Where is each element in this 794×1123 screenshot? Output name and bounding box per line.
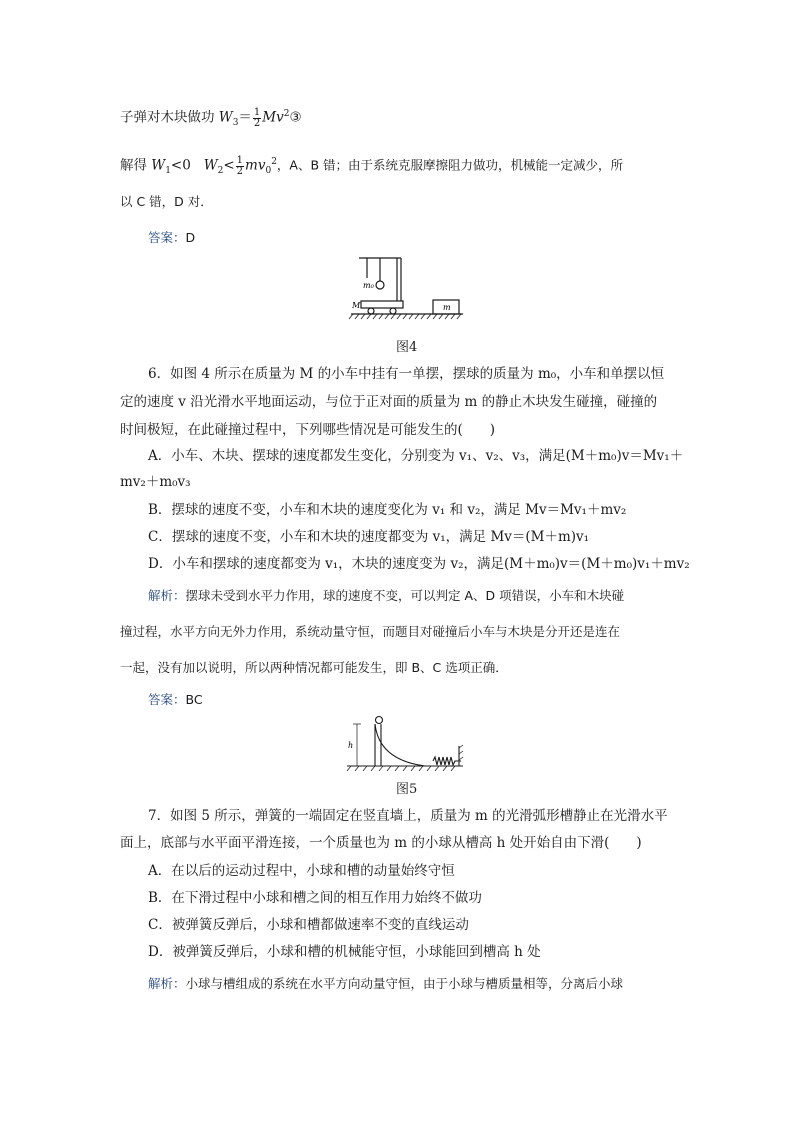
- q6-exp-text-1: 摆球未受到水平力作用，球的速度不变，可以判定 A、D 项错误，小车和木块碰: [185, 588, 625, 603]
- q6-exp-label: 解析：: [148, 588, 186, 603]
- frac-num-2: 1: [236, 154, 244, 166]
- label-h: h: [348, 741, 354, 750]
- fraction-half: [253, 108, 261, 129]
- w2-sub: 2: [217, 166, 224, 177]
- q7-option-d: D．被弹簧反弹后，小球和槽的机械能守恒，小球能回到槽高 h 处: [148, 944, 541, 960]
- w-symbol: W: [218, 109, 233, 126]
- figure-4-caption: 图4: [396, 340, 418, 355]
- equals: ＝: [238, 109, 252, 126]
- q7-exp-text-1: 小球与槽组成的系统在水平方向动量守恒，由于小球与槽质量相等，分离后小球: [185, 976, 624, 991]
- figure-5-slide-spring: [345, 712, 465, 772]
- q7-option-b: B．在下滑过程中小球和槽之间的相互作用力始终不做功: [148, 890, 482, 906]
- work-equation-line: [120, 104, 302, 133]
- mv-term: Mv: [262, 109, 284, 126]
- mv0-term: mv: [245, 157, 266, 174]
- q6-explanation-1: [148, 586, 624, 606]
- circled-3: ③: [289, 109, 302, 126]
- q7-stem-1: 7．如图 5 所示，弹簧的一端固定在竖直墙上，质量为 m 的光滑弧形槽静止在光滑水平: [148, 808, 668, 824]
- w1-sub: 1: [165, 166, 171, 177]
- square-sup: 2: [283, 109, 290, 119]
- figure-4-cart-pendulum: [345, 250, 465, 328]
- q7-option-c: C．被弹簧反弹后，小球和槽都做速率不变的直线运动: [148, 917, 469, 933]
- q7-exp-label: 解析：: [148, 976, 186, 991]
- frac-num: 1: [253, 106, 261, 118]
- frac-den-2: 2: [236, 165, 244, 177]
- mv0-sup: 2: [271, 157, 277, 167]
- q6-option-b: B．摆球的速度不变，小车和木块的速度变化为 v₁ 和 v₂，满足 Mv＝Mv₁＋mv₂: [148, 502, 627, 518]
- q6-stem-3: 时间极短，在此碰撞过程中，下列哪些情况是可能发生的( ): [120, 422, 496, 438]
- q6-stem-2: 定的速度 v 沿光滑水平地面运动，与位于正对面的质量为 m 的静止木块发生碰撞，碰撞的: [120, 394, 658, 410]
- q6-stem-1: 6．如图 4 所示在质量为 M 的小车中挂有一单摆，摆球的质量为 m₀，小车和单摆以恒: [148, 366, 665, 382]
- lt-sign: <: [223, 157, 235, 174]
- solve-line: [120, 152, 623, 181]
- q6-explanation-2: 撞过程，水平方向无外力作用，系统动量守恒，而题目对碰撞后小车与木块是分开还是连在: [120, 624, 621, 639]
- q6-option-a-2: mv₂＋m₀v₃: [120, 474, 191, 490]
- q7-option-a: A．在以后的运动过程中，小球和槽的动量始终守恒: [148, 863, 455, 879]
- q6-answer: [148, 690, 203, 710]
- answer-label: 答案：: [148, 230, 186, 245]
- lt-zero: <0: [170, 157, 191, 174]
- label-m: m: [443, 303, 451, 312]
- solve-line-2: 以 C 错，D 对．: [120, 194, 213, 209]
- q7-explanation-1: [148, 974, 623, 994]
- w-subscript: 3: [232, 118, 239, 129]
- w1-symbol: W: [151, 157, 166, 174]
- work-text: 子弹对木块做功: [120, 109, 219, 126]
- q6-option-a-1: A．小车、木块、摆球的速度都发生变化，分别变为 v₁、v₂、v₃，满足(M＋m₀)v＝Mv₁＋: [148, 448, 684, 464]
- figure-5-caption: 图5: [396, 782, 418, 797]
- q6-option-d: D．小车和摆球的速度都变为 v₁，木块的速度变为 v₂，满足(M＋m₀)v＝(M＋m₀)v₁＋mv₂: [148, 556, 690, 572]
- w2-symbol: W: [203, 157, 218, 174]
- label-M: M: [352, 301, 361, 310]
- solve-text: 解得: [120, 157, 152, 174]
- mv0-sub: 0: [265, 166, 272, 177]
- answer-d: [148, 228, 195, 248]
- fraction-half-2: [236, 156, 244, 177]
- q6-option-c: C．摆球的速度不变，小车和木块的速度都变为 v₁，满足 Mv＝(M＋m)v₁: [148, 529, 590, 545]
- answer-value: D: [185, 230, 196, 245]
- solve-tail: ，A、B 错；由于系统克服摩擦阻力做功，机械能一定减少，所: [276, 157, 624, 173]
- q6-answer-value: BC: [185, 692, 203, 707]
- frac-den: 2: [253, 117, 261, 129]
- q6-explanation-3: 一起，没有加以说明，所以两种情况都可能发生，即 B、C 选项正确．: [120, 660, 508, 675]
- label-m0: m₀: [363, 281, 374, 290]
- q6-answer-label: 答案：: [148, 692, 186, 707]
- q7-stem-2: 面上，底部与水平面平滑连接，一个质量也为 m 的小球从槽高 h 处开始自由下滑( ): [120, 835, 642, 851]
